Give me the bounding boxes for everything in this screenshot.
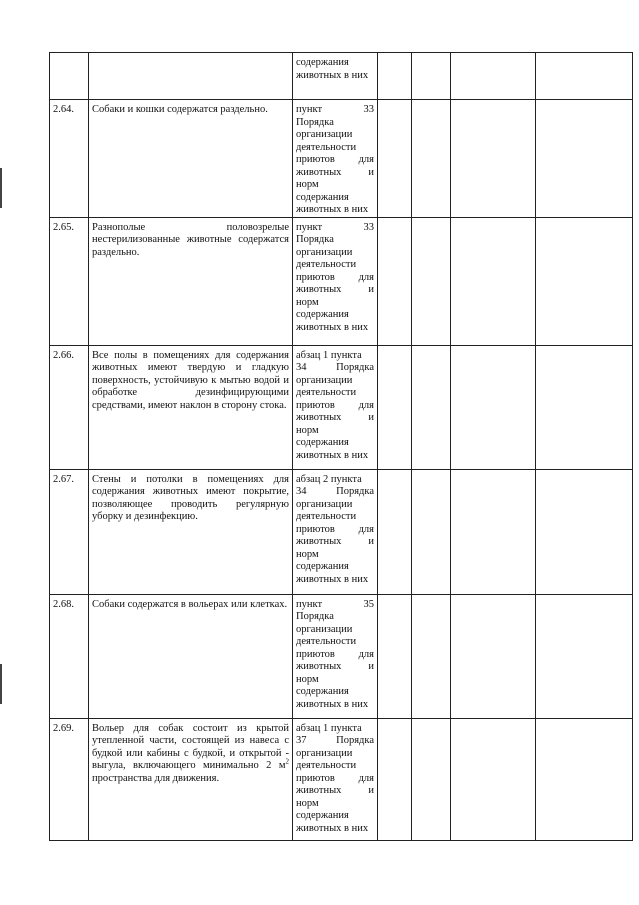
reference-line: норм — [296, 548, 319, 560]
legal-reference-cell — [293, 718, 378, 840]
reference-line: животных в них — [296, 822, 369, 834]
not-applicable-cell[interactable] — [451, 217, 536, 345]
reference-line: приютов для — [296, 271, 374, 283]
legal-reference-cell — [293, 594, 378, 718]
answer-yes-cell[interactable] — [378, 100, 412, 218]
reference-line: животных в них — [296, 69, 369, 81]
legal-reference-cell — [293, 100, 378, 218]
reference-line: деятельности — [296, 760, 357, 771]
reference-line: абзац 1 пункта — [296, 722, 362, 734]
requirement-text: Собаки и кошки содержатся раздельно. — [92, 104, 268, 115]
reference-line: животных и — [296, 166, 374, 178]
reference-line: животных и — [296, 536, 374, 547]
item-number-cell — [50, 53, 89, 100]
reference-line: Порядка — [296, 611, 334, 622]
reference-line: деятельности — [296, 141, 357, 153]
reference-line: содержания — [296, 686, 349, 697]
comment-cell[interactable] — [536, 53, 633, 100]
not-applicable-cell[interactable] — [451, 594, 536, 718]
reference-line: организации — [296, 623, 353, 635]
reference-line: Порядка — [296, 234, 334, 245]
reference-line: животных и — [296, 412, 374, 423]
answer-yes-cell[interactable] — [378, 53, 412, 100]
reference-line: животных в них — [296, 573, 369, 585]
legal-reference-cell — [293, 217, 378, 345]
reference-line: норм — [296, 296, 319, 308]
reference-line: 37 Порядка — [296, 735, 374, 746]
reference-line: содержания — [296, 309, 349, 320]
answer-no-cell[interactable] — [412, 469, 451, 594]
comment-cell[interactable] — [536, 100, 633, 218]
scan-edge-mark-left-top — [0, 168, 2, 208]
answer-yes-cell[interactable] — [378, 594, 412, 718]
table-row — [50, 100, 633, 218]
reference-line: содержания — [296, 57, 349, 68]
answer-yes-cell[interactable] — [378, 469, 412, 594]
reference-line: абзац 2 пункта — [296, 473, 362, 485]
comment-cell[interactable] — [536, 217, 633, 345]
answer-no-cell[interactable] — [412, 345, 451, 469]
requirement-cell — [89, 53, 293, 100]
not-applicable-cell[interactable] — [451, 345, 536, 469]
reference-line: содержания — [296, 191, 349, 203]
answer-yes-cell[interactable] — [378, 217, 412, 345]
reference-line: норм — [296, 797, 319, 809]
requirement-text: Разнополые половозрелые нестерилизованные животные содержатся раздельно. — [92, 221, 289, 258]
reference-line: приютов для — [296, 523, 374, 535]
scan-edge-mark-left-bottom — [0, 664, 2, 704]
requirement-text: Все полы в помещениях для содержания животных имеют твердую и гладкую поверхность, устойчивую к мытью водой и обработке дезинфицирующими средствами, имеют наклон в сторону стока. — [92, 349, 289, 411]
reference-line: норм — [296, 673, 319, 685]
reference-line: 34 Порядка — [296, 486, 374, 497]
requirement-text: Вольер для собак состоит из крытой утепленной части, состоящей из навеса с будкой или кабины с будкой, и открытой - выгула, включающего минимально 2 $м^2$ пространства для движения. — [92, 722, 289, 784]
table-row — [50, 718, 633, 840]
item-number-cell: 2.64. — [50, 100, 89, 218]
reference-line: пункт 33 — [296, 221, 374, 233]
reference-line: животных и — [296, 785, 374, 796]
table-row — [50, 217, 633, 345]
not-applicable-cell[interactable] — [451, 53, 536, 100]
reference-line: норм — [296, 424, 319, 436]
reference-line: организации — [296, 246, 353, 258]
requirement-cell — [89, 345, 293, 469]
item-number-cell: 2.69. — [50, 718, 89, 840]
legal-reference-cell — [293, 469, 378, 594]
reference-line: приютов для — [296, 648, 374, 660]
answer-no-cell[interactable] — [412, 718, 451, 840]
comment-cell[interactable] — [536, 345, 633, 469]
answer-no-cell[interactable] — [412, 53, 451, 100]
reference-line: организации — [296, 374, 353, 386]
reference-line: животных в них — [296, 321, 369, 333]
requirement-cell — [89, 718, 293, 840]
reference-line: 34 Порядка — [296, 362, 374, 373]
answer-no-cell[interactable] — [412, 217, 451, 345]
table-row — [50, 594, 633, 718]
reference-line: приютов для — [296, 154, 374, 165]
reference-line: деятельности — [296, 387, 357, 398]
comment-cell[interactable] — [536, 469, 633, 594]
reference-line: животных и — [296, 284, 374, 295]
requirement-text: Собаки содержатся в вольерах или клетках. — [92, 598, 288, 610]
reference-line: пункт 35 — [296, 598, 374, 610]
superscript-2: 2 — [285, 757, 289, 766]
not-applicable-cell[interactable] — [451, 718, 536, 840]
item-number-cell: 2.67. — [50, 469, 89, 594]
requirement-cell — [89, 594, 293, 718]
reference-line: Порядка — [296, 116, 334, 128]
answer-no-cell[interactable] — [412, 100, 451, 218]
reference-line: норм — [296, 179, 319, 190]
reference-line: животных и — [296, 661, 374, 672]
table-row — [50, 469, 633, 594]
reference-line: содержания — [296, 437, 349, 448]
reference-line: деятельности — [296, 259, 357, 270]
reference-line: организации — [296, 129, 353, 140]
reference-line: животных в них — [296, 449, 369, 461]
not-applicable-cell[interactable] — [451, 469, 536, 594]
reference-line: деятельности — [296, 636, 357, 647]
reference-line: приютов для — [296, 399, 374, 411]
reference-line: приютов для — [296, 772, 374, 784]
item-number-cell: 2.65. — [50, 217, 89, 345]
reference-line: абзац 1 пункта — [296, 349, 362, 361]
answer-yes-cell[interactable] — [378, 345, 412, 469]
reference-line: пункт 33 — [296, 104, 374, 115]
reference-line: животных в них — [296, 204, 369, 215]
table-row — [50, 53, 633, 100]
requirement-cell — [89, 469, 293, 594]
table-row — [50, 345, 633, 469]
reference-line: содержания — [296, 810, 349, 821]
legal-reference-cell — [293, 53, 378, 100]
reference-line: животных в них — [296, 698, 369, 710]
reference-line: деятельности — [296, 511, 357, 522]
legal-reference-cell — [293, 345, 378, 469]
not-applicable-cell[interactable] — [451, 100, 536, 218]
requirement-text: Стены и потолки в помещениях для содержания животных имеют покрытие, позволяющее проводить регулярную уборку и дезинфекцию. — [92, 473, 289, 522]
reference-line: организации — [296, 747, 353, 759]
item-number-cell: 2.66. — [50, 345, 89, 469]
item-number-cell: 2.68. — [50, 594, 89, 718]
answer-no-cell[interactable] — [412, 594, 451, 718]
reference-line: содержания — [296, 561, 349, 572]
answer-yes-cell[interactable] — [378, 718, 412, 840]
requirement-cell — [89, 217, 293, 345]
requirement-cell — [89, 100, 293, 218]
comment-cell[interactable] — [536, 718, 633, 840]
reference-line: организации — [296, 498, 353, 510]
inspection-checklist-table — [49, 52, 633, 841]
comment-cell[interactable] — [536, 594, 633, 718]
